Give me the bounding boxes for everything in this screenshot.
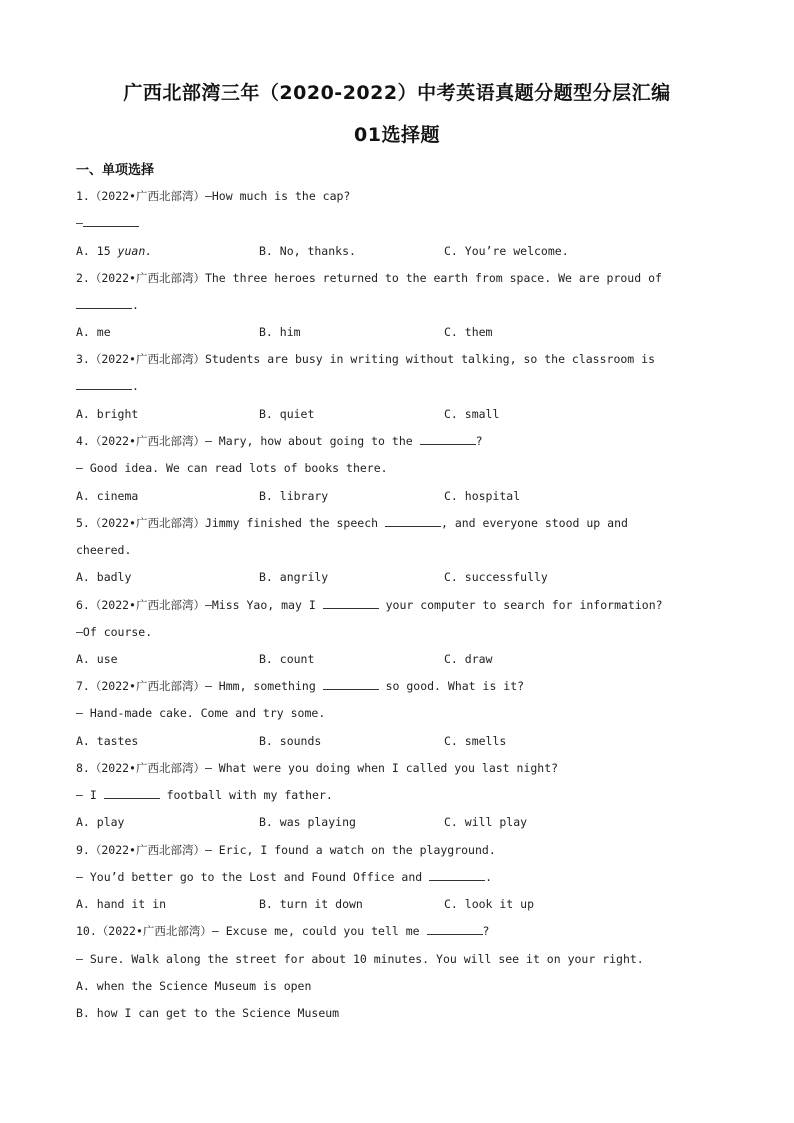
answer-blank (323, 597, 379, 609)
option-a: A. me (76, 325, 111, 339)
question-1-options (76, 243, 726, 259)
question-1-stem: 1.（2022•广西北部湾）—How much is the cap? (76, 189, 351, 203)
option-b: B. quiet (259, 407, 315, 421)
question-6-stem: 6.（2022•广西北部湾）—Miss Yao, may I your computer to search for information? (76, 598, 663, 612)
section-heading: 一、单项选择 (76, 163, 155, 178)
question-7-options (76, 733, 726, 749)
option-b: B. turn it down (259, 897, 363, 911)
option-b: B. No, thanks. (259, 244, 356, 258)
question-10-stem: 10.（2022•广西北部湾）— Excuse me, could you tell me ? (76, 924, 490, 938)
question-8-stem: 8.（2022•广西北部湾）— What were you doing when I called you last night? (76, 761, 559, 775)
question-8-dialog: — I football with my father. (76, 788, 333, 802)
option-b: B. was playing (259, 815, 356, 829)
option-c: C. successfully (444, 570, 548, 584)
option-c: C. look it up (444, 897, 535, 911)
question-4-dialog: — Good idea. We can read lots of books there. (76, 461, 388, 475)
answer-blank (104, 787, 160, 799)
question-7-stem: 7.（2022•广西北部湾）— Hmm, something so good. What is it? (76, 679, 525, 693)
answer-blank (83, 215, 139, 227)
option-a: A. play (76, 815, 125, 829)
answer-blank (323, 678, 379, 690)
question-3-options (76, 406, 726, 422)
question-2-options (76, 324, 726, 340)
option-c: C. smells (444, 734, 507, 748)
option-c: C. will play (444, 815, 528, 829)
question-9-stem: 9.（2022•广西北部湾）— Eric, I found a watch on the playground. (76, 843, 496, 857)
question-9-dialog: — You’d better go to the Lost and Found Office and . (76, 870, 493, 884)
question-10-dialog: — Sure. Walk along the street for about 10 minutes. You will see it on your right. (76, 952, 644, 966)
question-5-stem: 5.（2022•广西北部湾）Jimmy finished the speech , and everyone stood up and (76, 516, 628, 530)
question-5-options (76, 569, 726, 585)
answer-blank (427, 923, 483, 935)
question-8-options (76, 814, 726, 830)
question-2-stem: 2.（2022•广西北部湾）The three heroes returned to the earth from space. We are proud of (76, 271, 662, 285)
document-title: 广西北部湾三年（2020-2022）中考英语真题分题型分层汇编 (123, 82, 671, 104)
option-a: A. badly (76, 570, 132, 584)
option-c: C. You’re welcome. (444, 244, 569, 258)
option-a: A. hand it in (76, 897, 167, 911)
answer-blank (429, 869, 485, 881)
question-10-option-a: A. when the Science Museum is open (76, 979, 312, 993)
option-a: A. tastes (76, 734, 139, 748)
option-c: C. draw (444, 652, 493, 666)
option-a: A. 15 yuan. (76, 244, 153, 258)
dash: — (76, 216, 83, 230)
question-6-options (76, 651, 726, 667)
option-b: B. count (259, 652, 315, 666)
document-subtitle: 01选择题 (354, 124, 440, 146)
answer-blank (420, 433, 476, 445)
question-10-option-b: B. how I can get to the Science Museum (76, 1006, 340, 1020)
question-2-continuation: . (76, 297, 726, 313)
question-9-options (76, 896, 726, 912)
answer-blank (385, 515, 441, 527)
question-6-dialog: —Of course. (76, 625, 153, 639)
option-a: A. bright (76, 407, 139, 421)
question-1-answer-line (76, 215, 726, 231)
answer-blank (76, 378, 132, 390)
question-5-continuation: cheered. (76, 543, 132, 557)
option-b: B. sounds (259, 734, 322, 748)
option-a: A. use (76, 652, 118, 666)
option-b: B. him (259, 325, 301, 339)
question-3-stem: 3.（2022•广西北部湾）Students are busy in writing without talking, so the classroom is (76, 352, 655, 366)
option-b: B. angrily (259, 570, 329, 584)
question-4-stem: 4.（2022•广西北部湾）— Mary, how about going to the ? (76, 434, 483, 448)
option-b: B. library (259, 489, 329, 503)
option-a: A. cinema (76, 489, 139, 503)
question-7-dialog: — Hand-made cake. Come and try some. (76, 706, 326, 720)
option-c: C. hospital (444, 489, 521, 503)
question-3-continuation: . (76, 378, 726, 394)
question-4-options (76, 488, 726, 504)
answer-blank (76, 297, 132, 309)
option-c: C. small (444, 407, 500, 421)
option-c: C. them (444, 325, 493, 339)
